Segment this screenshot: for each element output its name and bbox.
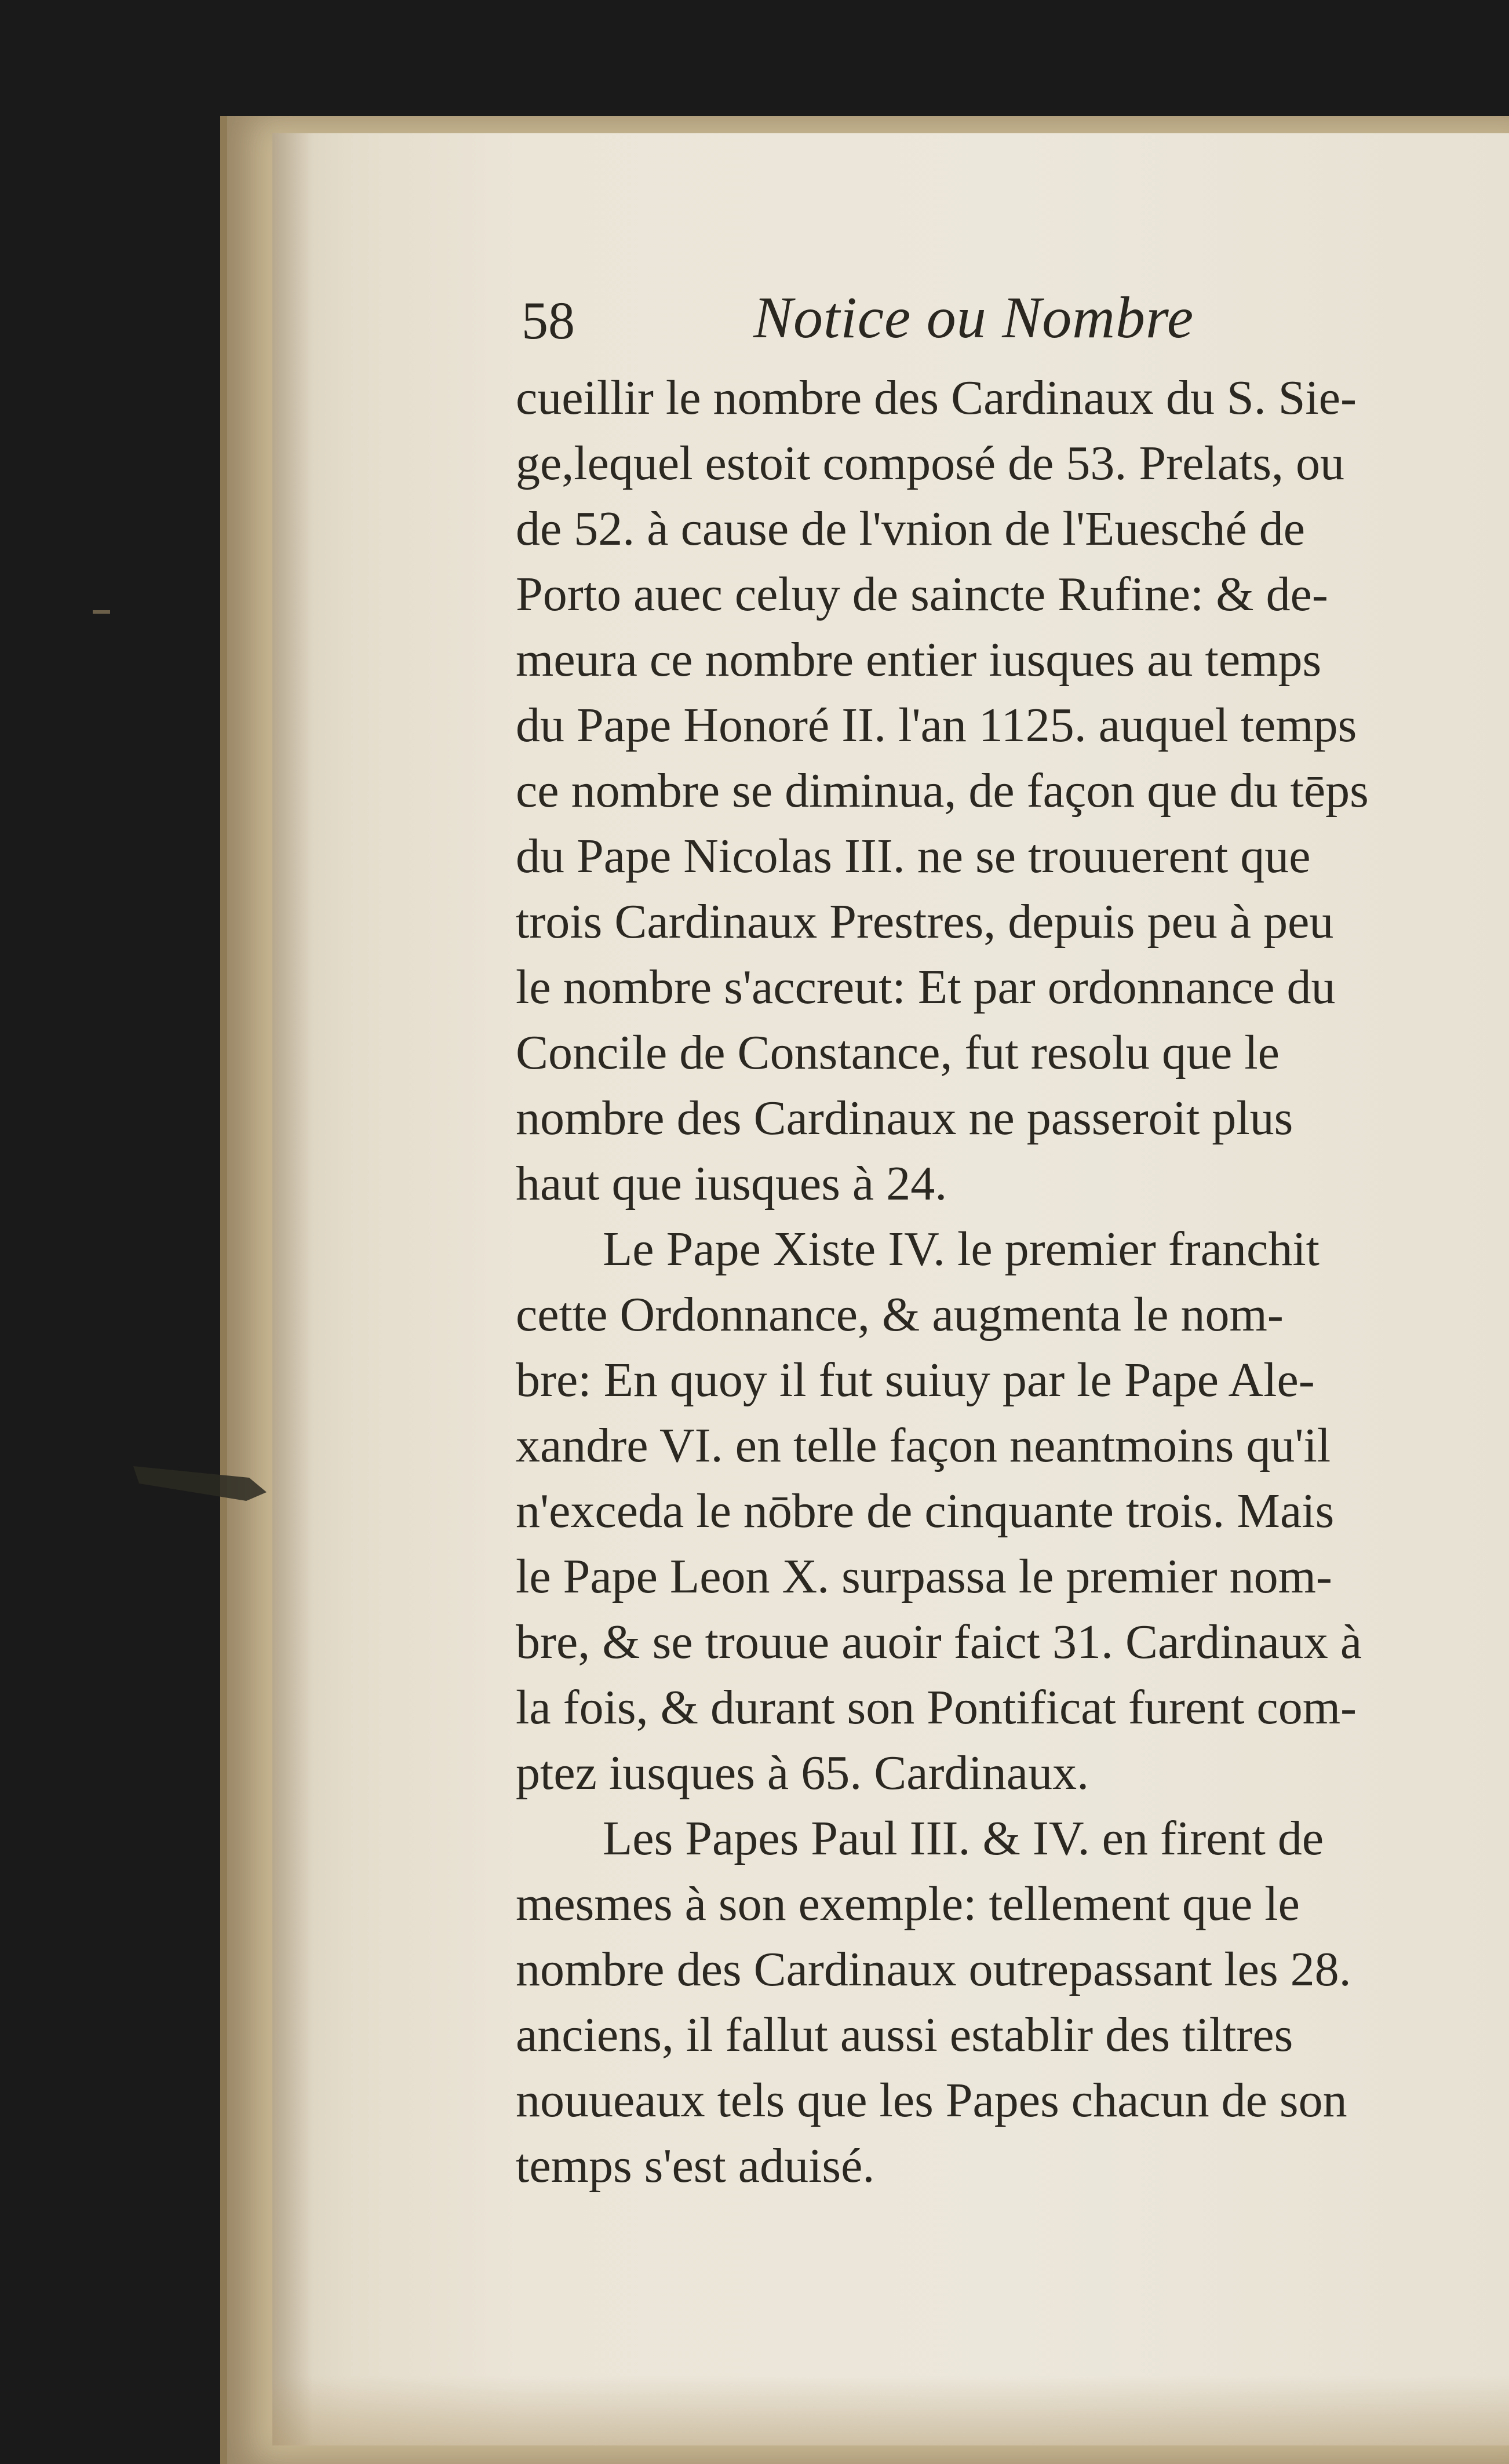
- text-line: du Pape Honoré II. l'an 1125. auquel temps: [516, 698, 1357, 752]
- text-line: ptez iusques à 65. Cardinaux.: [516, 1746, 1089, 1800]
- body-text: [516, 365, 1509, 2199]
- text-line: xandre VI. en telle façon neantmoins qu'il: [516, 1419, 1331, 1472]
- text-line: haut que iusques à 24.: [516, 1157, 947, 1211]
- text-line: nombre des Cardinaux ne passeroit plus: [516, 1091, 1293, 1145]
- text-line: mesmes à son exemple: tellement que le: [516, 1877, 1300, 1931]
- paragraph-start: Le Pape Xiste IV. le premier franchit: [603, 1222, 1320, 1276]
- text-line: anciens, il fallut aussi establir des tiltres: [516, 2008, 1293, 2062]
- text-line: cueillir le nombre des Cardinaux du S. Sie-: [516, 371, 1357, 425]
- text-line: nouueaux tels que les Papes chacun de son: [516, 2073, 1347, 2127]
- text-line: du Pape Nicolas III. ne se trouuerent que: [516, 829, 1311, 883]
- text-line: trois Cardinaux Prestres, depuis peu à peu: [516, 895, 1334, 949]
- page-number: 58: [522, 291, 575, 350]
- text-line: ge,lequel estoit composé de 53. Prelats, ou: [516, 436, 1345, 490]
- running-head: Notice ou Nombre: [753, 285, 1194, 351]
- text-line: le nombre s'accreut: Et par ordonnance du: [516, 960, 1336, 1014]
- paragraph-start: Les Papes Paul III. & IV. en firent de: [603, 1811, 1324, 1865]
- text-line: nombre des Cardinaux outrepassant les 28.: [516, 1942, 1351, 1996]
- bookmark-ribbon-icon: [133, 1460, 267, 1507]
- book-page: [272, 133, 1509, 2445]
- text-line: la fois, & durant son Pontificat furent com-: [516, 1681, 1357, 1734]
- text-line: le Pape Leon X. surpassa le premier nom-: [516, 1550, 1332, 1603]
- text-line: ce nombre se diminua, de façon que du tēps: [516, 764, 1369, 818]
- text-line: de 52. à cause de l'vnion de l'Euesché de: [516, 502, 1306, 556]
- text-line: Porto auec celuy de saincte Rufine: & de-: [516, 567, 1328, 621]
- text-line: temps s'est aduisé.: [516, 2139, 875, 2193]
- page-header: [522, 284, 1449, 365]
- page-bottom-edge: [272, 2376, 1509, 2445]
- text-line: meura ce nombre entier iusques au temps: [516, 633, 1322, 687]
- text-line: n'exceda le nōbre de cinquante trois. Mais: [516, 1484, 1335, 1538]
- text-line: bre, & se trouue auoir faict 31. Cardinaux à: [516, 1615, 1362, 1669]
- text-line: cette Ordonnance, & augmenta le nom-: [516, 1288, 1284, 1342]
- page-gutter-shadow: [272, 133, 313, 2445]
- page-edge-mark: [93, 608, 110, 615]
- text-line: Concile de Constance, fut resolu que le: [516, 1026, 1280, 1080]
- text-line: bre: En quoy il fut suiuy par le Pape Ale-: [516, 1353, 1315, 1407]
